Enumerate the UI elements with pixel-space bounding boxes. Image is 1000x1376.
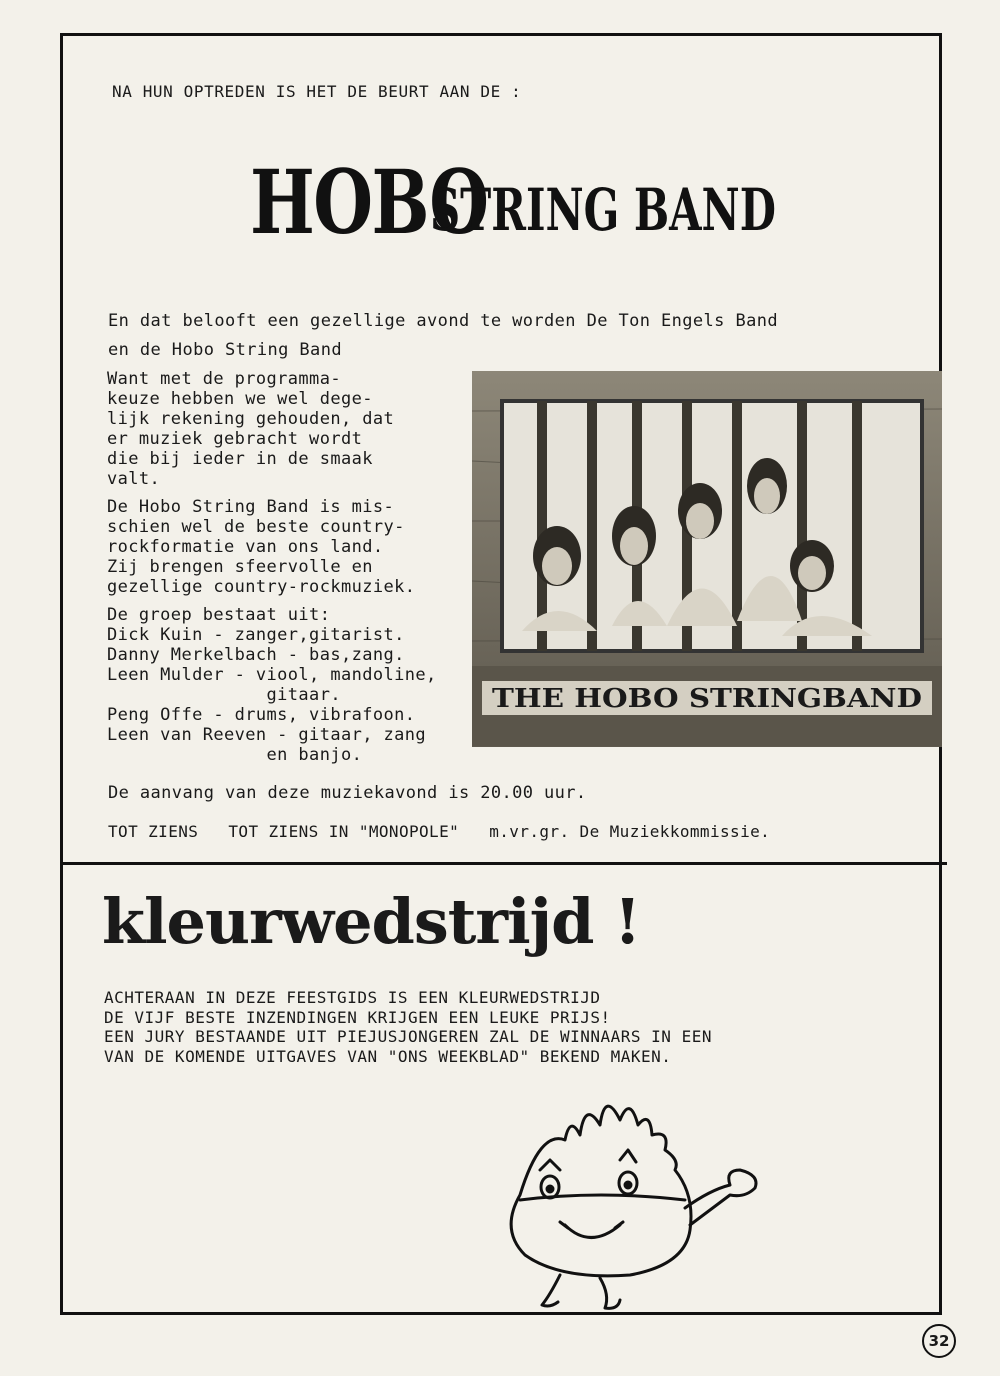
page-number: 32 <box>922 1324 956 1358</box>
contest-heading: kleurwedstrijd ! <box>102 885 641 958</box>
section-divider <box>60 862 947 865</box>
band-logo <box>250 150 776 254</box>
closing-text: TOT ZIENS TOT ZIENS IN "MONOPOLE" m.vr.gr. De Muziekkommissie. <box>108 822 771 841</box>
para-band-intro: De Hobo String Band is mis- schien wel de beste country- rockformatie van ons land. Zij brengen sfeervolle en gezellige country-rockmuziek. <box>107 497 416 597</box>
logo-word-hobo: HOBO <box>250 150 488 254</box>
para1-line2: en de Hobo String Band <box>108 340 342 360</box>
photo-sign-text: THE HOBO STRINGBAND <box>492 684 922 714</box>
band-photo-illustration <box>472 371 942 747</box>
contest-text: ACHTERAAN IN DEZE FEESTGIDS IS EEN KLEURWEDSTRIJD DE VIJF BESTE INZENDINGEN KRIJGEN EEN LEUKE PRIJS! EEN JURY BESTAANDE UIT PIEJUSJONGEREN ZAL DE WINNAARS IN EEN VAN DE KOMENDE UITGAVES VAN "ONS WEEKBLAD" BEKEND MAKEN. <box>104 988 712 1066</box>
logo-word-string-band: STRING BAND <box>430 176 776 244</box>
mascot-drawing <box>480 1090 780 1320</box>
para-programma: Want met de programma- keuze hebben we wel dege- lijk rekening gehouden, dat er muziek gebracht wordt die bij ieder in de smaak valt. <box>107 369 395 489</box>
band-photo <box>472 371 942 747</box>
para1-line1: En dat belooft een gezellige avond te worden De Ton Engels Band <box>108 311 778 331</box>
intro-text: NA HUN OPTREDEN IS HET DE BEURT AAN DE : <box>112 82 522 101</box>
para-members: De groep bestaat uit: Dick Kuin - zanger,gitarist. Danny Merkelbach - bas,zang. Leen Mulder - viool, mandoline, gitaar. Peng Offe - drums, vibrafoon. Leen van Reeven - gitaar, zang en banjo. <box>107 605 437 765</box>
start-time-text: De aanvang van deze muziekavond is 20.00 uur. <box>108 783 587 803</box>
